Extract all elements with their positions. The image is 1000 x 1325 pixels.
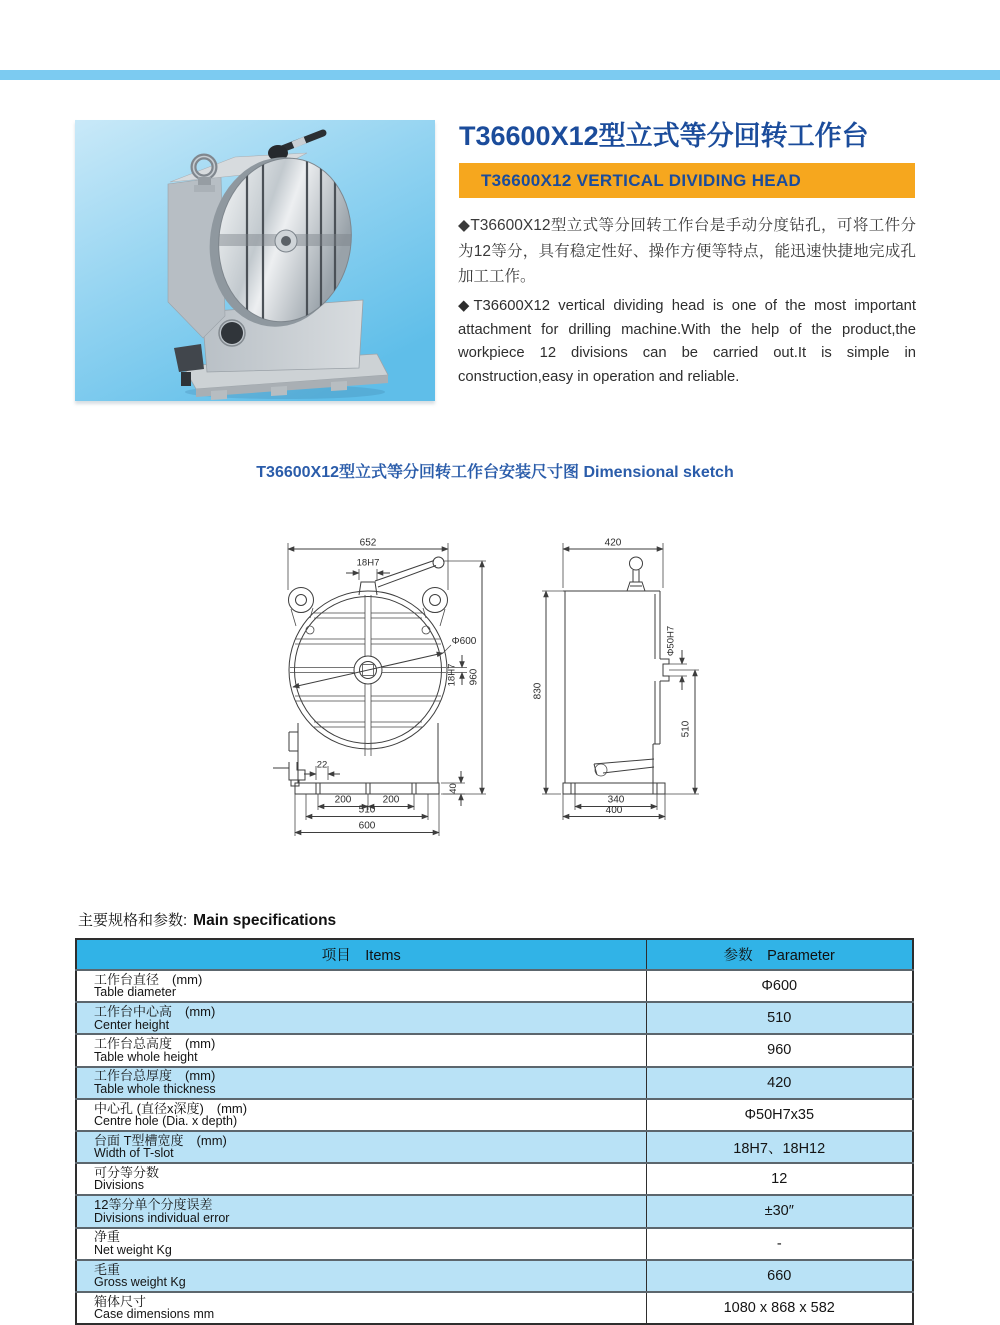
spec-item-en: Centre hole (Dia. x depth) [94, 1114, 238, 1129]
spec-value-cell: 1080 x 868 x 582 [646, 1292, 913, 1324]
side-view [533, 538, 700, 821]
spec-item-en: Divisions [94, 1178, 145, 1193]
spec-item-cell [76, 1292, 646, 1324]
spec-value-cell: 510 [646, 1002, 913, 1034]
dim-front-offset: 22 [316, 759, 328, 771]
page-title: T36600X12型立式等分回转工作台 [459, 121, 869, 151]
dim-front-width-top: 652 [359, 537, 377, 549]
dim-side-width-top: 420 [604, 537, 622, 549]
spec-item-cn: 12等分单个分度误差 [94, 1197, 213, 1213]
spec-table [75, 938, 914, 1325]
spec-item-cn: 工作台直径 (mm) [94, 971, 203, 987]
sketch-heading: T36600X12型立式等分回转工作台安装尺寸图 Dimensional sketch [256, 464, 734, 481]
specs-heading-cn: 主要规格和参数: [78, 912, 188, 929]
product-photo-art [75, 120, 435, 401]
spec-item-en: Center height [94, 1017, 170, 1032]
intro-paragraph-en: ◆T36600X12 vertical dividing head is one of the most important attachment for drilling machine.With the help of the product,the workpiece 12 divisions can be carried out.It is simple in construction,easy in operation and reliable. [458, 298, 916, 385]
table-row [76, 1195, 913, 1227]
spec-item-cell [76, 1067, 646, 1099]
dim-front-slot-top: 18H7 [356, 557, 380, 569]
dim-front-total-height: 960 [468, 668, 480, 686]
spec-item-cn: 净重 [94, 1229, 121, 1245]
spec-item-en: Gross weight Kg [94, 1275, 186, 1290]
spec-item-cn: 中心孔 (直径x深度) (mm) [94, 1100, 248, 1116]
product-banner: T36600X12 VERTICAL DIVIDING HEAD [459, 163, 915, 198]
spec-value-cell: ±30″ [646, 1195, 913, 1227]
dim-front-span-right: 200 [382, 794, 400, 806]
spec-item-en: Table diameter [94, 985, 176, 1000]
spec-item-en: Divisions individual error [94, 1210, 230, 1225]
dim-front-span-left: 200 [334, 794, 352, 806]
spec-item-en: Table whole height [94, 1049, 198, 1064]
spec-item-cell [76, 1260, 646, 1292]
dim-front-base-mid: 510 [358, 804, 376, 816]
table-row [76, 1131, 913, 1163]
intro-paragraph-cn: ◆T36600X12型立式等分回转工作台是手动分度钻孔，可将工件分为12等分，具有稳定性好、操作方便等特点，能迅速快捷地完成孔加工工作。 [458, 217, 916, 285]
spec-item-cell [76, 970, 646, 1002]
spec-item-cell [76, 1163, 646, 1195]
dim-front-slot-side: 18H7 [446, 663, 458, 687]
spec-table-header-row [76, 939, 913, 970]
spec-item-cell [76, 1099, 646, 1131]
table-row [76, 1260, 913, 1292]
spec-item-cell [76, 1131, 646, 1163]
column-header-items: 项目 Items [76, 939, 646, 970]
table-row [76, 1163, 913, 1195]
spec-item-en: Table whole thickness [94, 1081, 216, 1096]
spec-item-cn: 工作台中心高 (mm) [94, 1004, 216, 1020]
table-row [76, 1292, 913, 1324]
spec-value-cell: 12 [646, 1163, 913, 1195]
table-row [76, 1067, 913, 1099]
spec-value-cell: Φ600 [646, 970, 913, 1002]
side-handle-knob [630, 557, 643, 570]
spec-table-body [76, 970, 913, 1324]
dim-front-diameter: Φ600 [451, 636, 477, 647]
dimensional-drawing [258, 518, 742, 856]
spec-value-cell: 420 [646, 1067, 913, 1099]
spec-value-cell: 18H7、18H12 [646, 1131, 913, 1163]
spec-item-cn: 毛重 [94, 1261, 121, 1277]
lifting-ears [289, 588, 448, 635]
spec-value-cell: 960 [646, 1034, 913, 1066]
spec-item-cell [76, 1195, 646, 1227]
table-row [76, 970, 913, 1002]
product-photo [75, 120, 435, 401]
dim-side-height: 830 [532, 682, 544, 700]
spec-item-en: Width of T-slot [94, 1146, 174, 1161]
dim-side-base-mid: 340 [607, 794, 625, 806]
dim-side-bore: Φ50H7 [665, 625, 677, 657]
table-row [76, 1002, 913, 1034]
spec-item-en: Case dimensions mm [94, 1307, 215, 1322]
dim-front-base-full: 600 [358, 820, 376, 832]
specs-heading-en: Main specifications [193, 912, 337, 929]
dim-side-base-full: 400 [605, 805, 623, 816]
column-header-parameter: 参数 Parameter [646, 939, 913, 970]
dimensional-drawing-svg [258, 518, 742, 856]
dim-side-center-height: 510 [680, 720, 692, 738]
spec-item-cn: 箱体尺寸 [94, 1293, 147, 1309]
specs-heading [78, 909, 336, 930]
spec-value-cell: 660 [646, 1260, 913, 1292]
table-row [76, 1099, 913, 1131]
spec-value-cell: Φ50H7x35 [646, 1099, 913, 1131]
spec-item-cell [76, 1002, 646, 1034]
front-view [273, 538, 486, 837]
spec-item-en: Net weight Kg [94, 1242, 172, 1257]
dim-front-base-height: 40 [448, 783, 459, 794]
spec-item-cell [76, 1034, 646, 1066]
spec-item-cn: 工作台总厚度 (mm) [94, 1068, 216, 1084]
spec-table-container [75, 938, 914, 1325]
spec-item-cn: 可分等分数 [94, 1164, 160, 1180]
table-row [76, 1034, 913, 1066]
handle-knob [433, 557, 444, 568]
spec-value-cell: - [646, 1228, 913, 1260]
spec-item-cn: 工作台总高度 (mm) [94, 1036, 216, 1052]
spec-item-cell [76, 1228, 646, 1260]
spec-item-cn: 台面 T型槽宽度 (mm) [94, 1132, 227, 1148]
table-row [76, 1228, 913, 1260]
top-accent-bar [0, 70, 1000, 80]
